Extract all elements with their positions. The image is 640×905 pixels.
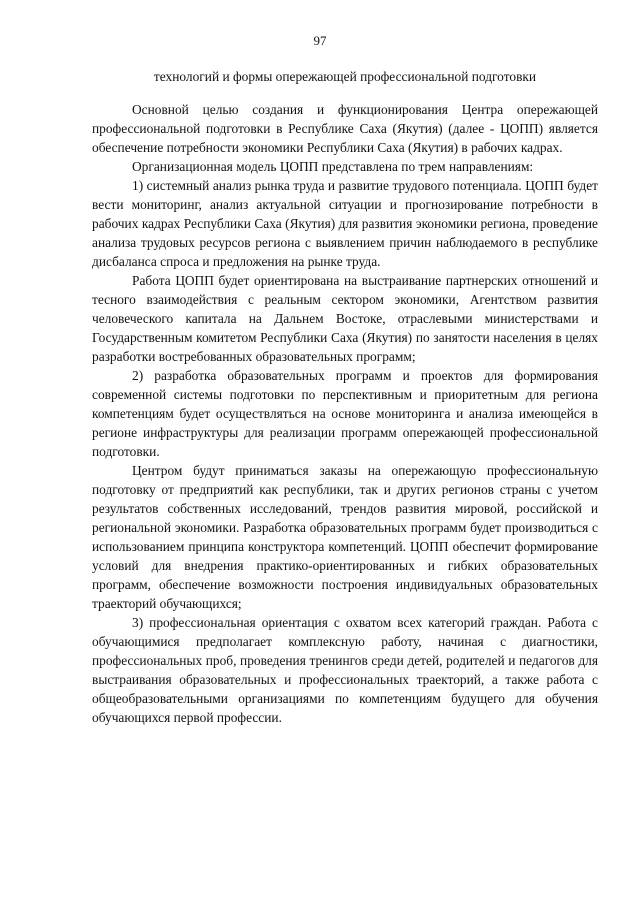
- paragraph-orders: Центром будут приниматься заказы на опережающую профессиональную подготовку от предприятий как республики, так и других регионов страны с учетом результатов собственных исследований, трендов развития мировой, российской и региональной экономики. Разработка образовательных программ будет производиться с использованием принципа конструктора компетенций. ЦОПП обеспечит формирование условий для внедрения практико-ориентированных и гибких образовательных программ, обеспечение возможности построения индивидуальных образовательных траекторий обучающихся;: [92, 463, 598, 611]
- paragraph-direction-3: 3) профессиональная ориентация с охватом всех категорий граждан. Работа с обучающимися предполагает комплексную работу, начиная с диагностики, профессиональных проб, проведения тренингов среди детей, родителей и педагогов для выстраивания образовательных и профессиональных траекторий, а также работа с общеобразовательными организациями по компетенциям будущего для обучения обучающихся первой профессии.: [92, 615, 598, 725]
- paragraph-direction-1: 1) системный анализ рынка труда и развитие трудового потенциала. ЦОПП будет вести мониторинг, анализ актуальной ситуации и прогнозирование потребности в рабочих кадрах Республики Саха (Якутия) для развития экономики региона, проведение анализа трудовых ресурсов региона с выявлением причин наблюдаемого в республике дисбаланса спроса и предложения на рынке труда.: [92, 178, 598, 269]
- body-text: [92, 100, 598, 727]
- page-number: 97: [313, 33, 327, 48]
- paragraph-model-intro: Организационная модель ЦОПП представлена по трем направлениям:: [132, 159, 534, 174]
- paragraph-goal: Основной целью создания и функционирования Центра опережающей профессиональной подготовки в Республике Саха (Якутия) (далее - ЦОПП) является обеспечение потребности экономики Республики Саха (Якутия) в рабочих кадрах.: [92, 102, 598, 155]
- paragraph-direction-2: 2) разработка образовательных программ и проектов для формирования современной системы подготовки по перспективным и приоритетным для региона компетенциям будет осуществляться на основе мониторинга и анализа имеющейся в регионе инфраструктуры для реализации программ опережающей профессиональной подготовки.: [92, 368, 598, 459]
- paragraph-partnership: Работа ЦОПП будет ориентирована на выстраивание партнерских отношений и тесного взаимодействия с реальным сектором экономики, Агентством развития человеческого капитала на Дальнем Востоке, отраслевыми министерствами и Государственным комитетом Республики Саха (Якутия) по занятости населения в целях разработки востребованных образовательных программ;: [92, 273, 598, 364]
- heading-continuation: технологий и формы опережающей профессиональной подготовки: [153, 69, 537, 84]
